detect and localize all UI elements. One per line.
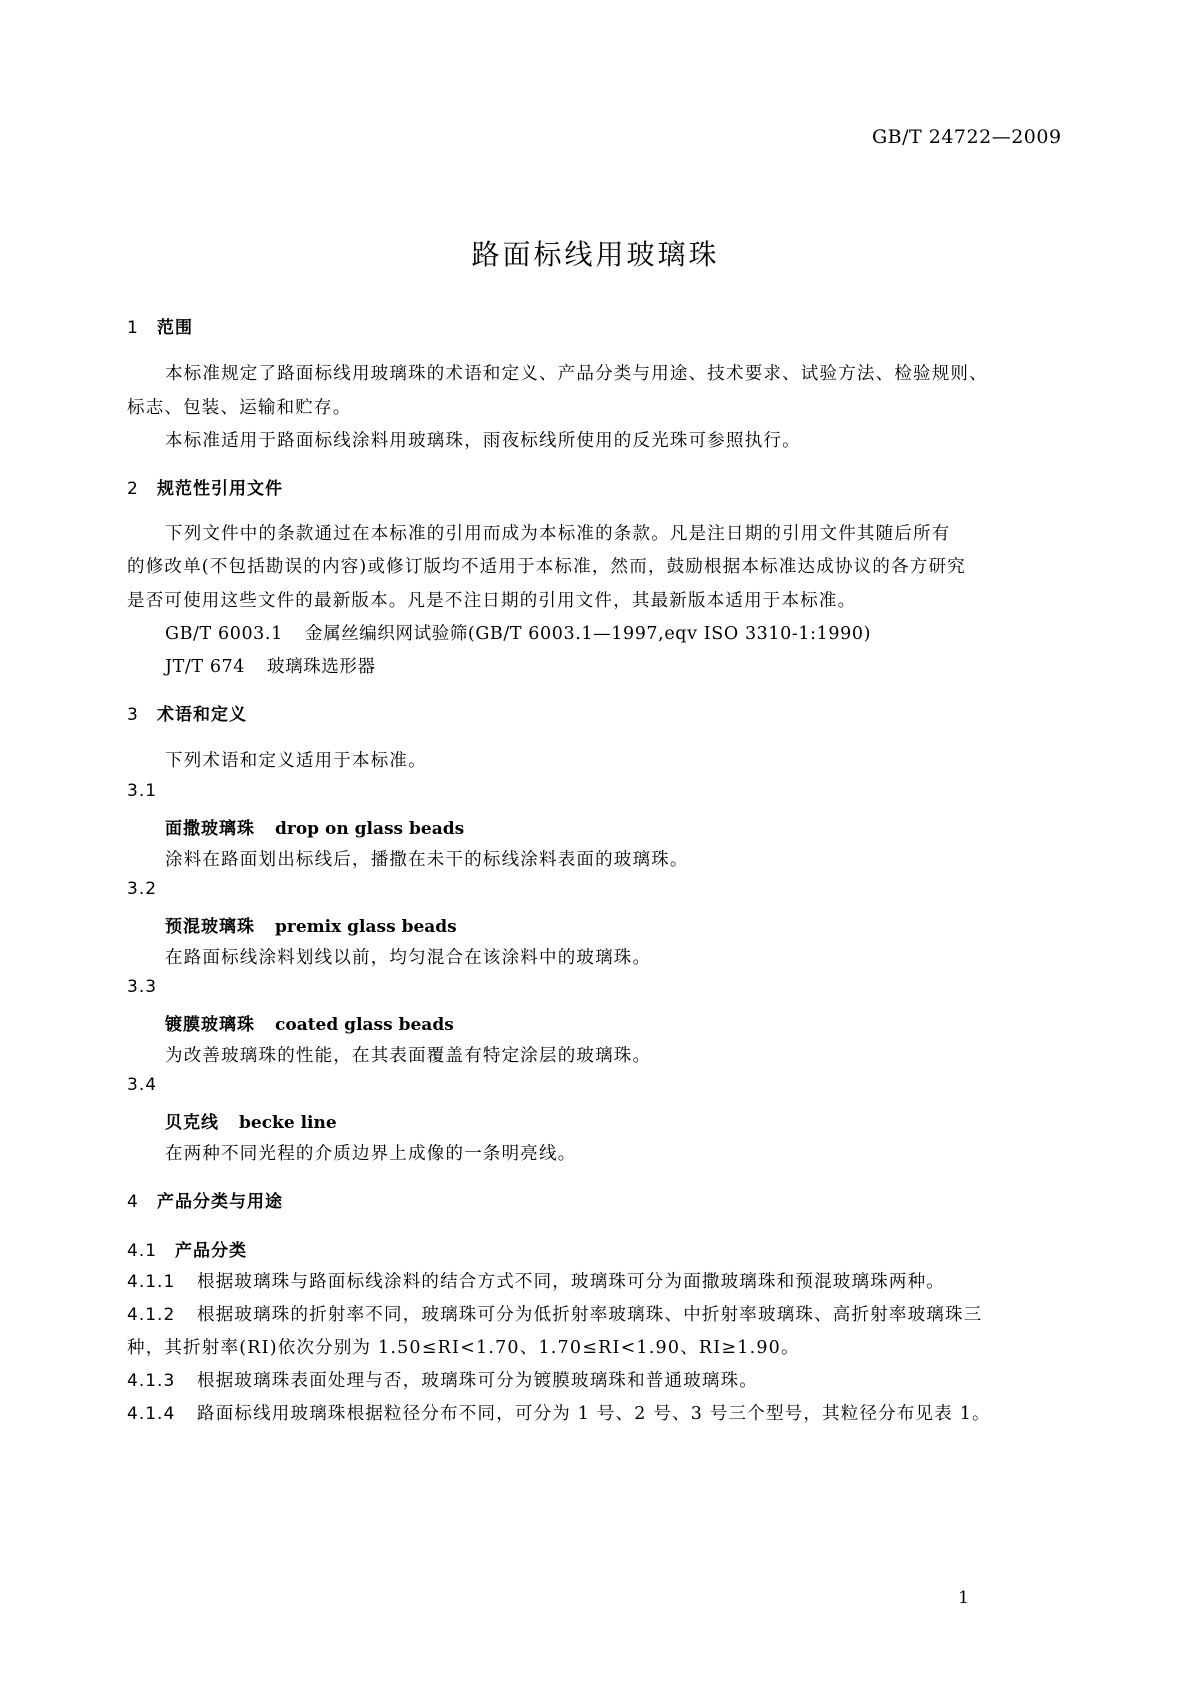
document-title: 路面标线用玻璃珠 xyxy=(471,238,720,271)
page-number: 1 xyxy=(958,1588,969,1608)
clause xyxy=(127,1301,982,1326)
paragraph-line: 是否可使用这些文件的最新版本。凡是不注日期的引用文件，其最新版本适用于本标准。 xyxy=(127,591,857,611)
reference-code: JT/T 674 xyxy=(165,657,246,677)
term-definition: 在路面标线涂料划线以前，均匀混合在该涂料中的玻璃珠。 xyxy=(165,948,652,968)
normative-reference xyxy=(165,653,376,678)
term-zh: 预混玻璃珠 xyxy=(165,917,255,937)
term-definition: 涂料在路面划出标线后，播撒在未干的标线涂料表面的玻璃珠。 xyxy=(165,850,689,870)
paragraph-line: 标志、包装、运输和贮存。 xyxy=(127,398,352,418)
section-1-heading xyxy=(127,313,193,338)
paragraph: 本标准适用于路面标线涂料用玻璃珠，雨夜标线所使用的反光珠可参照执行。 xyxy=(165,431,801,451)
section-3-heading xyxy=(127,700,247,725)
reference-title: 玻璃珠选形器 xyxy=(267,657,376,677)
term-number: 3.3 xyxy=(127,977,158,997)
clause xyxy=(127,1367,758,1392)
paragraph-line: 下列文件中的条款通过在本标准的引用而成为本标准的条款。凡是注日期的引用文件其随后所有 xyxy=(165,524,951,544)
term-zh: 贝克线 xyxy=(165,1113,219,1133)
standard-code: GB/T 24722—2009 xyxy=(872,126,1062,148)
reference-code: GB/T 6003.1 xyxy=(165,624,283,644)
clause-number: 4.1.2 xyxy=(127,1305,176,1325)
clause-text: 路面标线用玻璃珠根据粒径分布不同，可分为 1 号、2 号、3 号三个型号，其粒径分布见表 1。 xyxy=(197,1404,991,1424)
subsection-heading xyxy=(127,1236,247,1261)
term-definition: 为改善玻璃珠的性能，在其表面覆盖有特定涂层的玻璃珠。 xyxy=(165,1046,652,1066)
clause xyxy=(127,1268,945,1293)
section-title: 范围 xyxy=(157,318,193,338)
clause-text: 根据玻璃珠与路面标线涂料的结合方式不同，玻璃珠可分为面撒玻璃珠和预混玻璃珠两种。 xyxy=(197,1272,945,1292)
section-title: 术语和定义 xyxy=(157,705,247,725)
section-number: 2 xyxy=(127,479,139,499)
section-4-heading xyxy=(127,1187,283,1212)
term-zh: 镀膜玻璃珠 xyxy=(165,1015,255,1035)
term-en: coated glass beads xyxy=(275,1015,454,1035)
paragraph-line: 本标准规定了路面标线用玻璃珠的术语和定义、产品分类与用途、技术要求、试验方法、检验规则、 xyxy=(165,364,988,384)
term-number: 3.1 xyxy=(127,781,158,801)
section-number: 3 xyxy=(127,705,139,725)
clause-number: 4.1.4 xyxy=(127,1404,176,1424)
clause-text: 根据玻璃珠的折射率不同，玻璃珠可分为低折射率玻璃珠、中折射率玻璃珠、高折射率玻璃珠三 xyxy=(197,1305,983,1325)
normative-reference xyxy=(165,620,871,645)
term-en: becke line xyxy=(239,1113,337,1133)
subsection-number: 4.1 xyxy=(127,1241,158,1261)
paragraph: 下列术语和定义适用于本标准。 xyxy=(165,751,427,771)
section-title: 规范性引用文件 xyxy=(157,479,283,499)
term-number: 3.4 xyxy=(127,1075,158,1095)
term-definition: 在两种不同光程的介质边界上成像的一条明亮线。 xyxy=(165,1144,577,1164)
subsection-title: 产品分类 xyxy=(175,1241,247,1261)
section-title: 产品分类与用途 xyxy=(157,1192,283,1212)
term-number: 3.2 xyxy=(127,879,158,899)
clause-continuation: 种，其折射率(RI)依次分别为 1.50≤RI<1.70、1.70≤RI<1.90、RI≥1.90。 xyxy=(127,1338,800,1358)
clause xyxy=(127,1400,991,1425)
term-entry xyxy=(165,912,457,937)
section-2-heading xyxy=(127,474,283,499)
section-number: 4 xyxy=(127,1192,139,1212)
term-en: premix glass beads xyxy=(275,917,457,937)
clause-number: 4.1.1 xyxy=(127,1272,176,1292)
clause-text: 根据玻璃珠表面处理与否，玻璃珠可分为镀膜玻璃珠和普通玻璃珠。 xyxy=(197,1371,758,1391)
term-entry xyxy=(165,1108,337,1133)
clause-number: 4.1.3 xyxy=(127,1371,176,1391)
term-entry xyxy=(165,1010,454,1035)
paragraph-line: 的修改单(不包括勘误的内容)或修订版均不适用于本标准，然而，鼓励根据本标准达成协议的各方研究 xyxy=(127,557,966,577)
section-number: 1 xyxy=(127,318,139,338)
term-entry xyxy=(165,814,464,839)
reference-title: 金属丝编织网试验筛(GB/T 6003.1—1997,eqv ISO 3310-1:1990) xyxy=(305,624,871,644)
term-zh: 面撒玻璃珠 xyxy=(165,819,255,839)
term-en: drop on glass beads xyxy=(275,819,465,839)
